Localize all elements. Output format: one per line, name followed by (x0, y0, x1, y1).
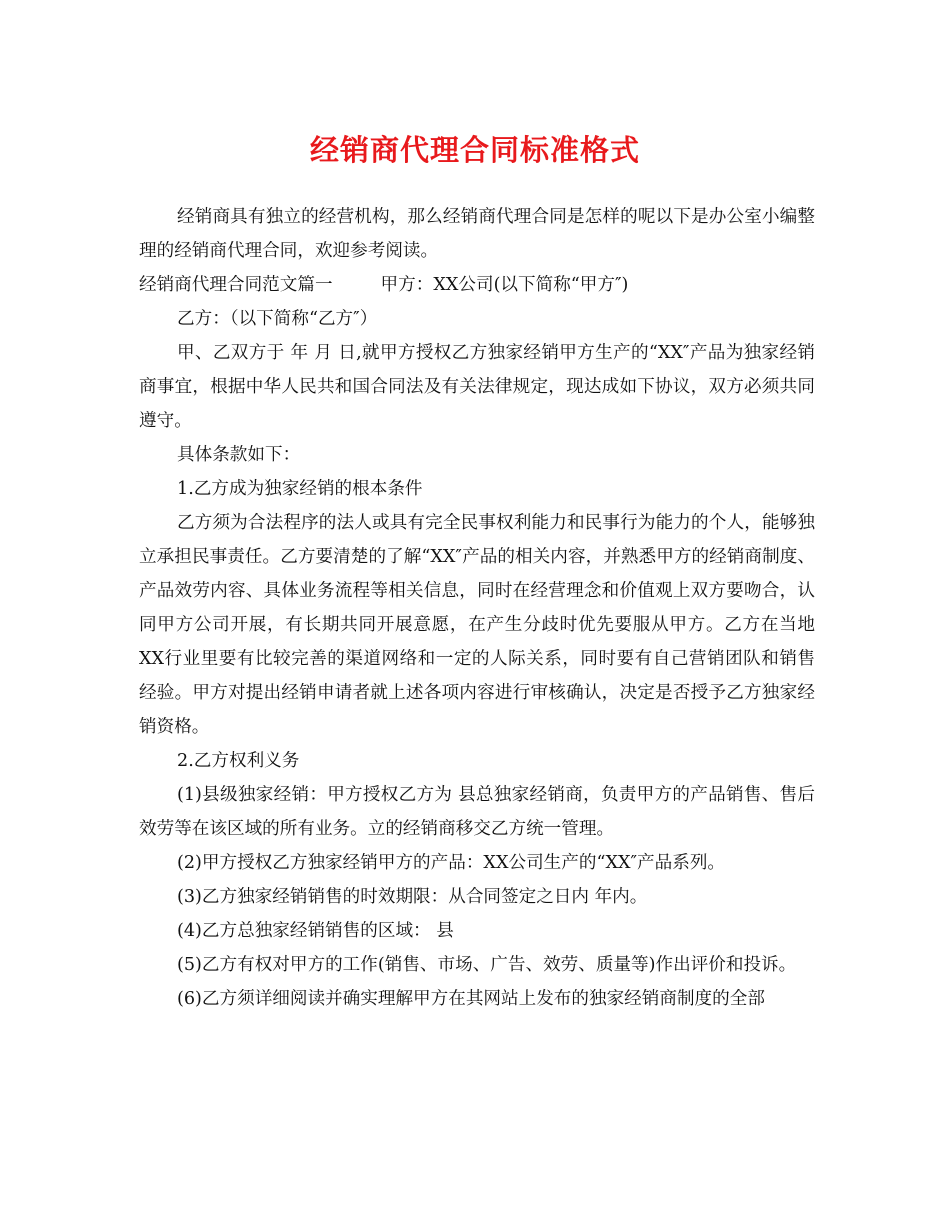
section1-heading: 1.乙方成为独家经销的根本条件 (177, 479, 423, 499)
list-item: (3)乙方独家经销销售的时效期限：从合同签定之日内 年内。 (177, 887, 648, 907)
party-a: 甲方：XX公司(以下简称“甲方″) (380, 275, 629, 295)
section2-heading: 2.乙方权利义务 (177, 751, 300, 771)
document-body (139, 200, 815, 1016)
sample-heading: 经销商代理合同范文篇一 (139, 275, 333, 295)
terms-heading: 具体条款如下： (177, 445, 301, 465)
sample-heading-line (139, 268, 815, 302)
section1-body: 乙方须为合法程序的法人或具有完全民事权利能力和民事行为能力的个人，能够独立承担民事责任。乙方要清楚的了解“XX″产品的相关内容，并熟悉甲方的经销商制度、产品效劳内容、具体业务流程等相关信息，同时在经营理念和价值观上双方要吻合，认同甲方公司开展，有长期共同开展意愿，在产生分歧时优先要服从甲方。乙方在当地XX行业里要有比较完善的渠道网络和一定的人际关系，同时要有自己营销团队和销售经验。甲方对提出经销申请者就上述各项内容进行审核确认，决定是否授予乙方独家经销资格。 (139, 513, 815, 737)
list-item: (1)县级独家经销：甲方授权乙方为 县总独家经销商，负责甲方的产品销售、售后效劳等在该区域的所有业务。立的经销商移交乙方统一管理。 (139, 785, 815, 839)
list-item: (2)甲方授权乙方独家经销甲方的产品：XX公司生产的“XX″产品系列。 (177, 853, 726, 873)
preamble-paragraph: 甲、乙双方于 年 月 日,就甲方授权乙方独家经销甲方生产的“XX″产品为独家经销商事宜，根据中华人民共和国合同法及有关法律规定，现达成如下协议，双方必须共同遵守。 (139, 343, 815, 431)
list-item: (4)乙方总独家经销销售的区域： 县 (177, 921, 454, 941)
document-title: 经销商代理合同标准格式 (309, 133, 640, 167)
list-item: (6)乙方须详细阅读并确实理解甲方在其网站上发布的独家经销商制度的全部 (177, 989, 765, 1009)
intro-paragraph: 经销商具有独立的经营机构，那么经销商代理合同是怎样的呢以下是办公室小编整理的经销商代理合同，欢迎参考阅读。 (139, 207, 815, 261)
party-b: 乙方：（以下简称“乙方″） (177, 309, 378, 329)
list-item: (5)乙方有权对甲方的工作(销售、市场、广告、效劳、质量等)作出评价和投诉。 (177, 955, 797, 975)
